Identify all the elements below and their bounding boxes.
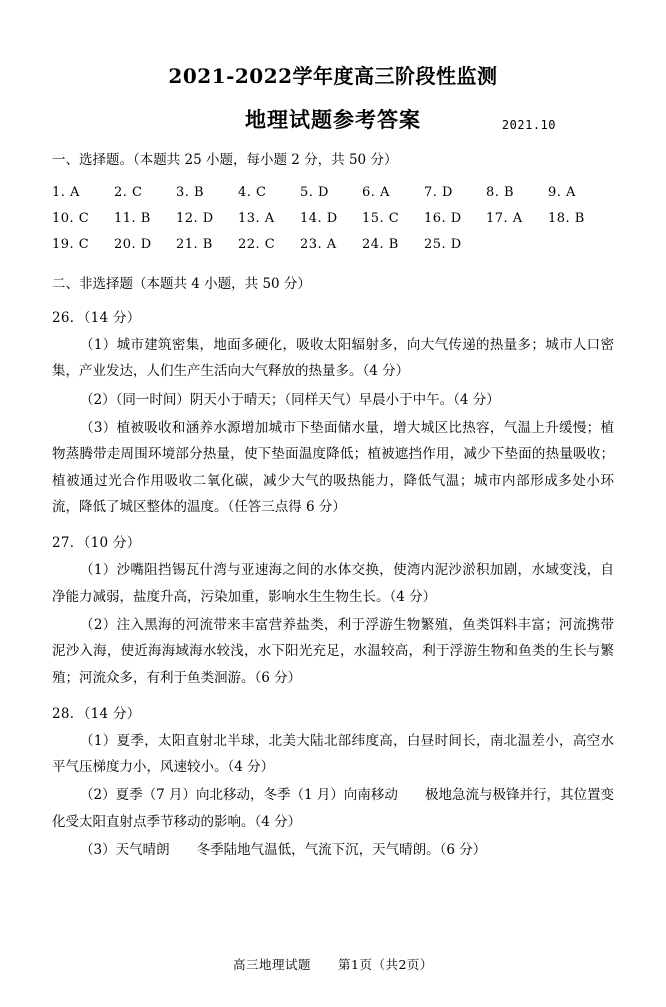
answer-paragraph: （1）城市建筑密集，地面多硬化，吸收太阳辐射多，向大气传递的热量多；城市人口密集，产业发达，人们生产生活向大气释放的热量多。（4 分） — [52, 337, 614, 380]
choice-answer: 20. D — [114, 236, 152, 252]
page-title: 2021-2022学年度高三阶段性监测 — [168, 64, 498, 88]
answer-paragraph: （2）夏季（7 月）向北移动，冬季（1 月）向南移动 极地急流与极锋并行，其位置变化受太阳直射点季节移动的影响。（4 分） — [52, 787, 614, 830]
choice-answer: 21. B — [176, 236, 213, 252]
footer-page-number: 第1页（共2页） — [338, 957, 433, 972]
choice-row — [52, 180, 614, 206]
multiple-choice-answers — [52, 180, 614, 258]
section-one-heading: 一、选择题。（本题共 25 小题，每小题 2 分，共 50 分） — [52, 152, 398, 168]
choice-answer: 14. D — [300, 210, 338, 226]
answer-sheet-page — [0, 62, 666, 1007]
choice-row — [52, 232, 614, 258]
choice-answer: 13. A — [238, 210, 275, 226]
answer-paragraph: （2）（同一时间）阴天小于晴天；（同样天气）早晨小于中午。（4 分） — [80, 391, 500, 408]
choice-answer: 4. C — [238, 184, 267, 200]
answer-paragraph: （1）沙嘴阻挡锡瓦什湾与亚速海之间的水体交换，使湾内泥沙淤积加剧，水域变浅，自净能力减弱，盐度升高，污染加重，影响水生生物生长。（4 分） — [52, 562, 614, 605]
answer-paragraph: （3）植被吸收和涵养水源增加城市下垫面储水量，增大城区比热容，气温上升缓慢；植物蒸腾带走周围环境部分热量，使下垫面温度降低；植被遮挡作用，减少下垫面的热量吸收；植被通过光合作用吸收二氧化碳，减少大气的吸热能力，降低气温；城市内部形成多处小环流，降低了城区整体的温度。（任答三点得 6 分） — [52, 420, 614, 515]
choice-answer: 25. D — [424, 236, 462, 252]
choice-answer: 7. D — [424, 184, 453, 200]
choice-answer: 2. C — [114, 184, 143, 200]
question-block-28 — [52, 703, 614, 864]
question-number: 27．（10 分） — [52, 535, 141, 552]
choice-row — [52, 206, 614, 232]
answer-paragraph: （1）夏季，太阳直射北半球，北美大陆北部纬度高，白昼时间长，南北温差小，高空水平气压梯度力小，风速较小。（4 分） — [52, 732, 614, 776]
page-footer — [0, 955, 666, 973]
exam-date: 2021.10 — [501, 118, 556, 132]
choice-answer: 6. A — [362, 184, 390, 200]
choice-answer: 19. C — [52, 236, 90, 252]
choice-answer: 18. B — [548, 210, 585, 226]
question-number: 26．（14 分） — [52, 310, 141, 327]
choice-answer: 9. A — [548, 184, 576, 200]
choice-answer: 8. B — [486, 184, 515, 200]
choice-answer: 1. A — [52, 184, 80, 200]
choice-answer: 24. B — [362, 236, 399, 252]
answer-paragraph: （2）注入黑海的河流带来丰富营养盐类，利于浮游生物繁殖，鱼类饵料丰富；河流携带泥沙入海，使近海海域海水较浅，水下阳光充足，水温较高，利于浮游生物和鱼类的生长与繁殖；河流众多，有利于鱼类洄游。（6 分） — [52, 616, 614, 686]
subtitle-row — [52, 104, 614, 134]
answer-paragraph: （3）天气晴朗 冬季陆地气温低，气流下沉，天气晴朗。（6 分） — [80, 842, 487, 858]
choice-answer: 17. A — [486, 210, 523, 226]
question-block-26 — [52, 307, 614, 520]
choice-answer: 16. D — [424, 210, 462, 226]
choice-answer: 5. D — [300, 184, 329, 200]
choice-answer: 12. D — [176, 210, 214, 226]
footer-subject: 高三地理试题 — [233, 957, 312, 972]
question-number: 28．（14 分） — [52, 705, 141, 722]
choice-answer: 11. B — [114, 210, 151, 226]
choice-answer: 10. C — [52, 210, 90, 226]
page-subtitle: 地理试题参考答案 — [245, 107, 421, 132]
choice-answer: 23. A — [300, 236, 337, 252]
question-block-27 — [52, 532, 614, 691]
section-two-heading: 二、非选择题（本题共 4 小题，共 50 分） — [52, 275, 311, 292]
choice-answer: 15. C — [362, 210, 400, 226]
choice-answer: 22. C — [238, 236, 276, 252]
choice-answer: 3. B — [176, 184, 205, 200]
